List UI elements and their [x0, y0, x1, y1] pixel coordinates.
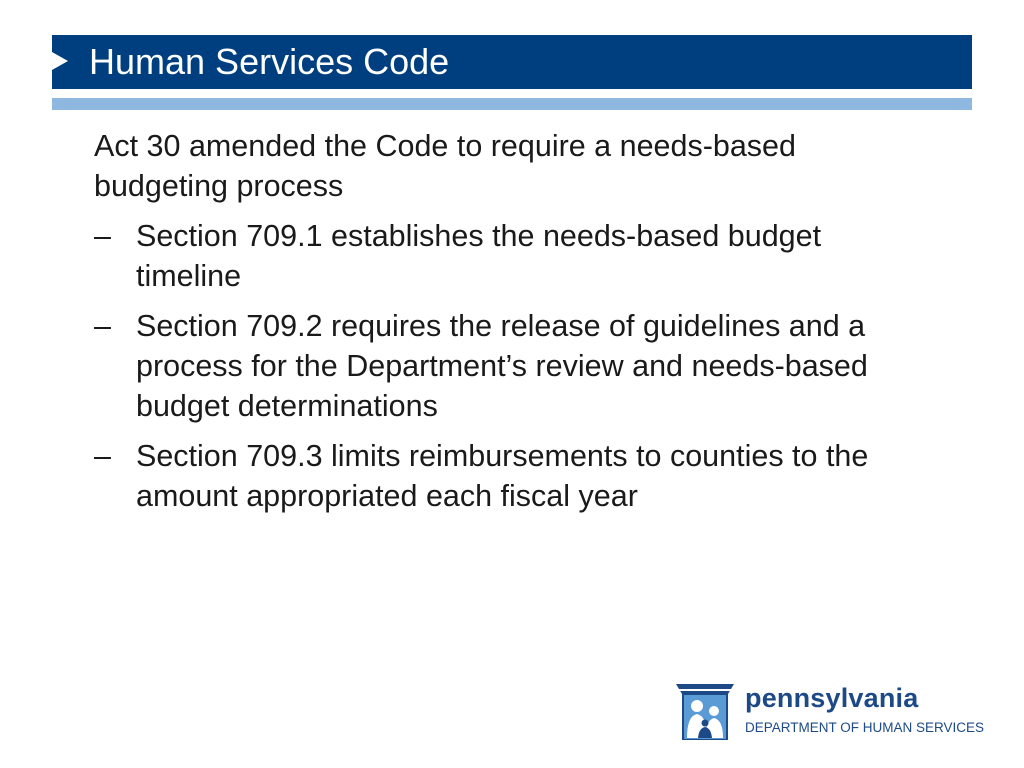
logo-department: DEPARTMENT OF HUMAN SERVICES — [745, 720, 985, 735]
slide-title: Human Services Code — [89, 41, 450, 82]
title-bar — [52, 35, 972, 89]
bullet-item — [94, 306, 914, 426]
bullet-text: Section 709.2 requires the release of guidelines and a process for the Department’s review and needs-based budget determinations — [136, 309, 868, 423]
bullet-dash: – — [94, 309, 111, 343]
bullet-item — [94, 436, 914, 516]
bullet-item — [94, 216, 914, 296]
logo-wordmark: pennsylvania — [745, 683, 919, 713]
bullet-dash: – — [94, 219, 111, 253]
intro-text: Act 30 amended the Code to require a needs-based budgeting process — [94, 129, 796, 203]
bullet-text: Section 709.3 limits reimbursements to counties to the amount appropriated each fiscal year — [136, 439, 869, 513]
keystone-family-icon — [672, 680, 738, 746]
bullet-text: Section 709.1 establishes the needs-based budget timeline — [136, 219, 822, 293]
slide-body — [94, 126, 914, 526]
title-arrow-icon — [52, 52, 68, 70]
bullet-dash: – — [94, 439, 111, 473]
pa-dhs-logo — [672, 680, 985, 750]
accent-bar — [52, 98, 972, 110]
